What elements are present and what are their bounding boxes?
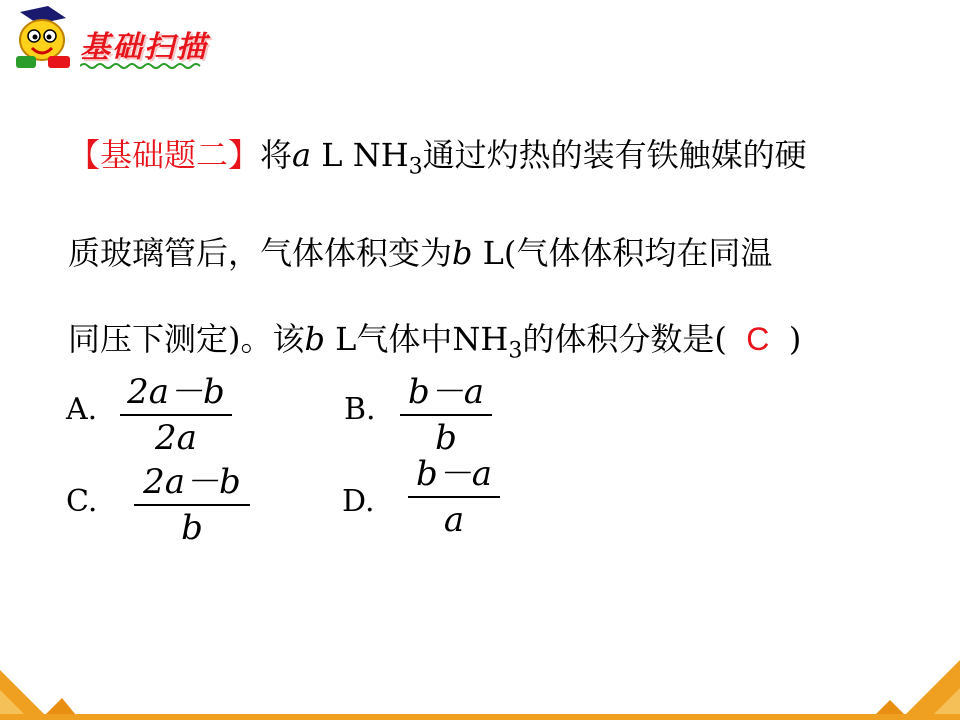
q-line2-b: L(气体体积均在同温 [472, 234, 773, 273]
option-b-numerator: b－a [407, 372, 485, 412]
option-d-fraction [408, 454, 500, 540]
question-text [68, 112, 918, 395]
option-a-fraction [120, 372, 232, 458]
subscript-3: 3 [408, 154, 423, 180]
answer-value: C [746, 321, 770, 358]
option-a-numerator: 2a－b [127, 372, 225, 412]
fraction-bar [120, 414, 232, 416]
section-title: 基础扫描 [80, 30, 208, 65]
q-line2-a: 质玻璃管后，气体体积变为 [68, 234, 453, 273]
option-b-denominator: b [435, 418, 457, 458]
option-d-letter: D. [342, 484, 375, 519]
var-b: b [452, 234, 473, 273]
corner-triangle-right-icon [870, 660, 960, 720]
option-b-fraction [400, 372, 492, 458]
option-d-numerator: b－a [415, 454, 493, 494]
q-line3-c: 的体积分数是( [522, 320, 727, 359]
wavy-underline [80, 62, 202, 70]
option-d-denominator: a [443, 500, 465, 540]
option-a-denominator: 2a [155, 418, 197, 458]
fraction-bar [408, 496, 500, 498]
option-c-denominator: b [181, 508, 203, 548]
option-c-numerator: 2a－b [143, 462, 241, 502]
var-b-2: b [304, 320, 325, 359]
option-b-letter: B. [344, 392, 376, 427]
fraction-bar [134, 504, 250, 506]
mascot-logo-icon [8, 4, 78, 72]
q-line3-a: 同压下测定)。该 [68, 320, 305, 359]
fraction-bar [400, 414, 492, 416]
option-c-letter: C. [66, 484, 98, 519]
subscript-3-2: 3 [508, 338, 523, 364]
q-line3-b: L气体中NH [324, 320, 509, 359]
q-line1-c: 通过灼热的装有铁触媒的硬 [422, 136, 807, 174]
option-c-fraction [134, 462, 250, 548]
corner-triangle-left-icon [0, 660, 80, 720]
q-line3-d: ) [788, 320, 802, 359]
option-a-letter: A. [66, 392, 98, 427]
question-label: 【基础题二】 [68, 136, 261, 174]
var-a: a [292, 136, 312, 174]
q-line1-a: 将 [260, 136, 293, 174]
q-line1-b: L NH [311, 136, 409, 174]
bottom-border [0, 714, 960, 720]
